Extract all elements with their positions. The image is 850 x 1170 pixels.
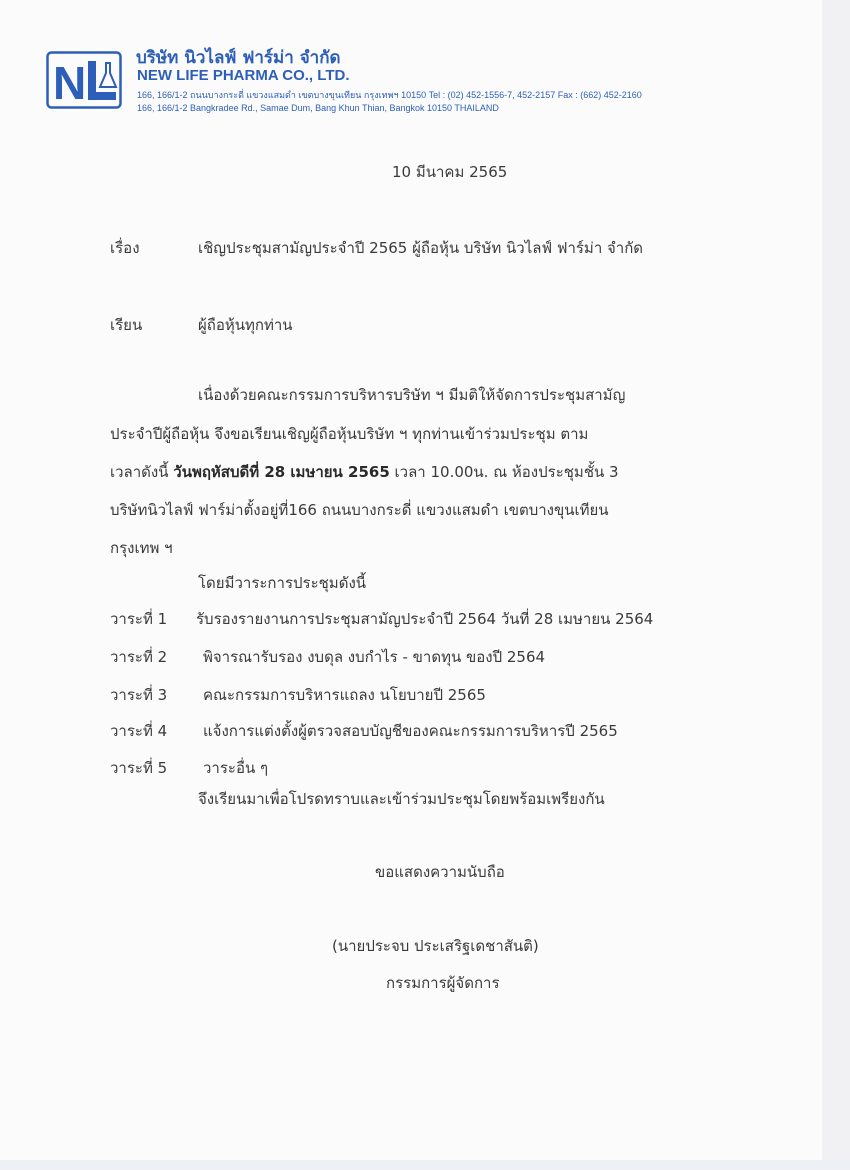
company-address-en: 166, 166/1-2 Bangkradee Rd., Samae Dum, Bang Khun Thian, Bangkok 10150 THAILAND <box>137 103 499 113</box>
page-edge <box>822 0 850 1170</box>
agenda-label: วาระที่ 2 <box>110 648 168 666</box>
body-line: ประจำปีผู้ถือหุ้น จึงขอเรียนเชิญผู้ถือหุ้นบริษัท ฯ ทุกท่านเข้าร่วมประชุม ตาม <box>110 425 589 443</box>
agenda-item: พิจารณารับรอง งบดุล งบกำไร - ขาดทุน ของปี 2564 <box>203 648 546 666</box>
meeting-date: วันพฤหัสบดีที่ 28 เมษายน 2565 <box>173 463 390 481</box>
svg-text:N: N <box>53 57 83 109</box>
agenda-intro: โดยมีวาระการประชุมดังนี้ <box>198 574 367 592</box>
body-line: บริษัทนิวไลฟ์ ฟาร์ม่าตั้งอยู่ที่166 ถนนบางกระดี่ แขวงแสมดำ เขตบางขุนเทียน <box>110 501 609 519</box>
recipient-label: เรียน <box>110 316 143 334</box>
subject-label: เรื่อง <box>110 239 140 257</box>
letter-date: 10 มีนาคม 2565 <box>392 163 508 181</box>
signatory-title: กรรมการผู้จัดการ <box>386 974 500 992</box>
body-text: เวลาดังนี้ <box>110 463 169 481</box>
regards: ขอแสดงความนับถือ <box>375 863 505 881</box>
agenda-label: วาระที่ 1 <box>110 610 168 628</box>
meeting-time-place: เวลา 10.00น. ณ ห้องประชุมชั้น 3 <box>394 463 619 481</box>
agenda-item: วาระอื่น ๆ <box>203 759 269 777</box>
agenda-label: วาระที่ 3 <box>110 686 168 704</box>
subject-text: เชิญประชุมสามัญประจำปี 2565 ผู้ถือหุ้น บริษัท นิวไลฟ์ ฟาร์ม่า จำกัด <box>198 239 644 257</box>
company-name-en: NEW LIFE PHARMA CO., LTD. <box>137 67 350 84</box>
body-line <box>110 462 619 482</box>
company-name-thai: บริษัท นิวไลฟ์ ฟาร์ม่า จำกัด <box>136 48 341 68</box>
body-line: กรุงเทพ ฯ <box>110 539 173 557</box>
agenda-label: วาระที่ 4 <box>110 722 168 740</box>
agenda-item: รับรองรายงานการประชุมสามัญประจำปี 2564 วันที่ 28 เมษายน 2564 <box>196 610 654 628</box>
recipient-text: ผู้ถือหุ้นทุกท่าน <box>198 316 293 334</box>
body-line: เนื่องด้วยคณะกรรมการบริหารบริษัท ฯ มีมติให้จัดการประชุมสามัญ <box>198 386 626 404</box>
closing-request: จึงเรียนมาเพื่อโปรดทราบและเข้าร่วมประชุมโดยพร้อมเพรียงกัน <box>198 790 605 808</box>
company-logo-icon <box>46 51 122 109</box>
agenda-item: แจ้งการแต่งตั้งผู้ตรวจสอบบัญชีของคณะกรรมการบริหารปี 2565 <box>203 722 618 740</box>
agenda-item: คณะกรรมการบริหารแถลง นโยบายปี 2565 <box>203 686 486 704</box>
signatory-name: (นายประจบ ประเสริฐเดชาสันติ) <box>332 937 539 955</box>
company-address-thai: 166, 166/1-2 ถนนบางกระดี่ แขวงแสมดำ เขตบางขุนเทียน กรุงเทพฯ 10150 Tel : (02) 452-1556-7, 452-2157 Fax : (662) 452-2160 <box>137 90 642 100</box>
agenda-label: วาระที่ 5 <box>110 759 168 777</box>
scan-edge <box>0 1160 850 1170</box>
